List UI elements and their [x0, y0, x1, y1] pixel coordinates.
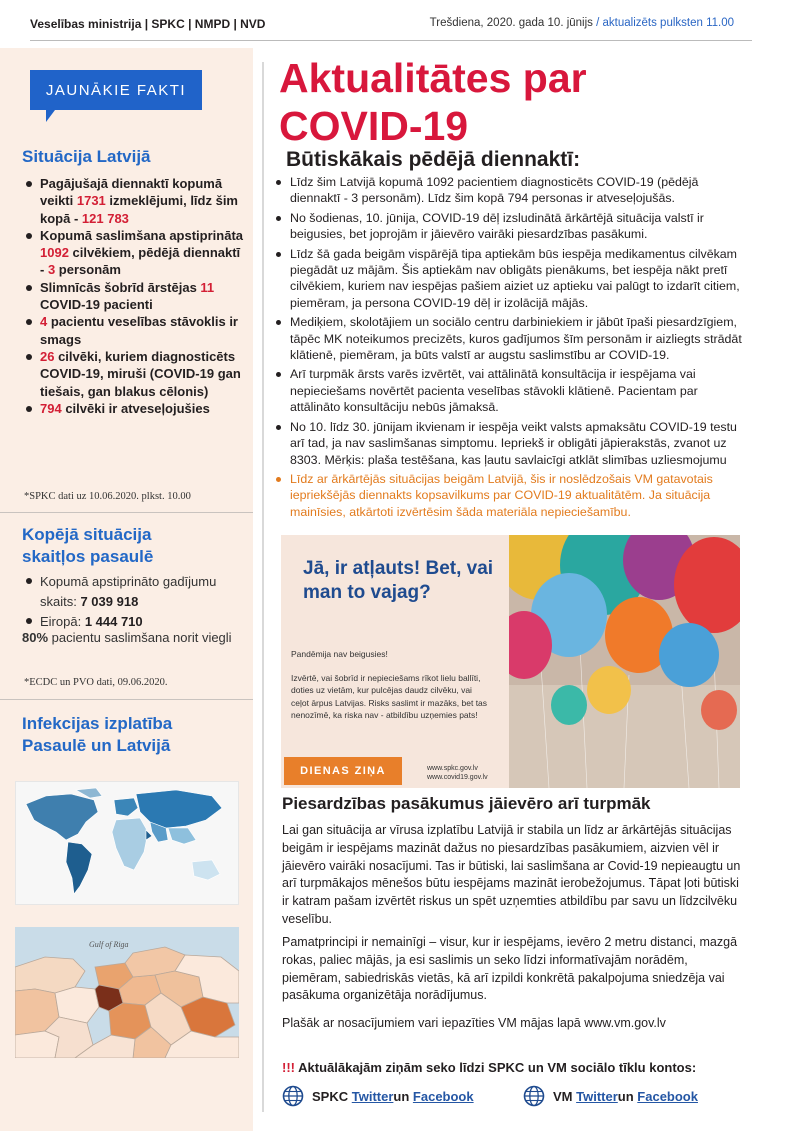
latvia-fact: 4 pacientu veselības stāvoklis ir smags: [22, 313, 244, 348]
daily-news-banner: [281, 535, 740, 788]
globe-icon: [282, 1085, 304, 1107]
world-heading: Kopējā situācija skaitļos pasaulē: [22, 525, 154, 566]
header-orgs: Veselības ministrija | SPKC | NMPD | NVD: [30, 17, 266, 31]
latvia-fact: 26 cilvēki, kuriem diagnosticēts COVID-19, miruši (COVID-19 gan tiešais, gan blakus cēlonis): [22, 348, 244, 400]
spkc-label: SPKC: [312, 1088, 349, 1104]
daily-news-label: DIENAS ZIŅA: [284, 757, 402, 785]
vm-twitter-link[interactable]: Twitter: [576, 1088, 618, 1104]
key-update: Līdz šā gada beigām vispārējā tipa aptiekām būs iespēja medikamentus cilvēkam piegādāt uz mājām. Šis aptiekām nav obligāts pienākums, bet iespēja nākt pretī cilvēkiem, kuriem nav iespējas pašiem aiziet uz aptieku vai palūgt to izdarīt citiem, piemēram, ja persona COVID-19 dēļ ir izolācijā mājās.: [272, 246, 750, 312]
latvia-map: [15, 927, 239, 1058]
banner-pandemic-line: Pandēmija nav beigusies!: [291, 649, 388, 659]
page-subtitle: Būtiskākais pēdējā diennaktī:: [286, 148, 581, 171]
section-heading: Piesardzības pasākumus jāievēro arī turpmāk: [282, 794, 651, 813]
latvia-facts-list: [22, 175, 244, 417]
precautions-paragraph: Lai gan situācija ar vīrusa izplatību Latvijā ir stabila un līdz ar ārkārtējās situācijas beigām ir iespējams mazināt dažus no piesardzības pasākumiem, aizvien vēl ir jāievēro vairāki nosacījumi. Tas ir būtiski, lai saslimšana ar Covid-19 nepieaugtu un arī turpmākajos mēnešos būtu iespējams mazināt ierobežojumus. Tāpat ļoti būtiski ir katram pašam izvērtēt riskus un spēt uzņemties atbildību par savu un līdzcilvēku veselību.: [282, 823, 741, 926]
latvia-fact: Slimnīcās šobrīd ārstējas 11 COVID-19 pacienti: [22, 279, 244, 314]
key-update: No šodienas, 10. jūnija, COVID-19 dēļ izsludinātā ārkārtējā situācija valstī ir beigusies, bet joprojām ir jāievēro vairāki piesardzības pasākumi.: [272, 210, 750, 243]
vm-social: VM Twitter un Facebook: [523, 1085, 698, 1107]
spkc-source-note: *SPKC dati uz 10.06.2020. plkst. 10.00: [24, 491, 191, 502]
updated-text: / aktualizēts pulksten 11.00: [596, 17, 734, 29]
spread-heading: Infekcijas izplatība Pasaulē un Latvijā: [22, 714, 173, 755]
header-date: [430, 17, 734, 29]
balloons-photo: [509, 535, 740, 788]
vm-facebook-link[interactable]: Facebook: [637, 1088, 698, 1104]
gulf-label: Gulf of Riga: [89, 940, 129, 949]
world-stats-list: [22, 572, 244, 632]
principles-paragraph: Pamatprincipi ir nemainīgi – visur, kur ir iespējams, ievēro 2 metru distanci, mazgā rokas, paliec mājās, ja esi saslimis un seko līdzi informatīvajām norādēm, piemēram, sabiedriskās vietās, kā arī izpildi konkrētā pakalpojuma sniedzēja vai pasākuma organizētāja norādījumus.: [282, 935, 738, 1003]
page-title: Aktualitātes par COVID-19: [279, 55, 587, 149]
world-stat: Eiropā: 1 444 710: [22, 612, 244, 632]
latvia-fact: Pagājušajā diennaktī kopumā veikti 1731 izmeklējumi, līdz šim kopā - 121 783: [22, 175, 244, 227]
ecdc-source-note: *ECDC un PVO dati, 09.06.2020.: [24, 677, 168, 688]
spkc-twitter-link[interactable]: Twitter: [351, 1088, 394, 1104]
key-update: Arī turpmāk ārsts varēs izvērtēt, vai attālinātā konsultācija ir iespējama vai nepieciešams novērtēt pacienta veselības stāvokli klātienē. Pacientam par attālināto konsultāciju nebūs jāmaksā.: [272, 366, 750, 415]
date-text: Trešdiena, 2020. gada 10. jūnijs: [429, 17, 593, 29]
sidebar-divider: [0, 512, 253, 513]
banner-advice: Izvērtē, vai šobrīd ir nepieciešams rīkot lielu ballīti, doties uz vietām, kur pulcējas daudz cilvēku, vai ceļot ārpus Latvijas. Risks saslimt ir mazāks, bet tas nenozīmē, ka riska nav - atbildību uzņemies pats!: [291, 673, 488, 720]
tag-tail: [46, 110, 55, 122]
spkc-facebook-link[interactable]: Facebook: [412, 1088, 474, 1104]
globe-icon: [523, 1085, 545, 1107]
banner-websites: www.spkc.gov.lv www.covid19.gov.lv: [427, 765, 488, 781]
banner-heading: Jā, ir atļauts! Bet, vai man to vajag?: [303, 558, 494, 603]
key-update: No 10. līdz 30. jūnijam ikvienam ir iespēja veikt valsts apmaksātu COVID-19 testu arī tad, ja nav saslimšanas simptomu. Iepriekš ir obligāti jāpierakstās, zvanot uz 8303. Mērķis: plaša testēšana, kas ļautu savlaicīgi atklāt slimības uzliesmojumu: [272, 419, 750, 468]
more-info-paragraph: Plašāk ar nosacījumiem vari iepazīties VM mājas lapā www.vm.gov.lv: [282, 1016, 666, 1030]
vm-label: VM: [553, 1088, 573, 1104]
latvia-fact: 794 cilvēki ir atveseļojušies: [22, 400, 244, 417]
key-update: Mediķiem, skolotājiem un sociālo centru darbiniekiem ir jābūt īpaši piesardzīgiem, tāpēc MK noteikumos precizēts, kuros gadījumos šīm personām ir aizliegts strādāt klātienē, piemēram, ja būts valstī ar augstu saslimstību ar COVID-19.: [272, 314, 750, 363]
header-divider: [30, 40, 752, 41]
sidebar-divider: [0, 699, 253, 700]
social-heading: !!! Aktuālākajām ziņām seko līdzi SPKC un VM sociālo tīklu kontos:: [282, 1060, 697, 1075]
key-update: Līdz šim Latvijā kopumā 1092 pacientiem diagnosticēts COVID-19 (pēdējā diennaktī - 3 personām). Līdz šim kopā 794 personas ir atveseļojušās.: [272, 174, 750, 207]
column-divider: [262, 62, 264, 1112]
latest-facts-tag: JAUNĀKIE FAKTI: [30, 70, 202, 110]
mild-cases-note: 80% pacientu saslimšana norit viegli: [22, 630, 232, 645]
closing-note: Līdz ar ārkārtējās situācijas beigām Latvijā, šis ir noslēdzošais VM gatavotais iepriekšējās diennakts kopsavilkums par COVID-19 aktualitātēm. Ja situācija mainīsies, atkārtoti izvērtēsim šāda materiāla nepieciešamību.: [272, 471, 750, 520]
world-map: [15, 781, 239, 905]
world-stat: Kopumā apstiprināto gadījumu skaits: 7 039 918: [22, 572, 244, 612]
key-updates-list: [272, 174, 750, 523]
latvia-heading: Situācija Latvijā: [22, 147, 151, 166]
latvia-fact: Kopumā saslimšana apstiprināta 1092 cilvēkiem, pēdējā diennaktī - 3 personām: [22, 227, 244, 279]
spkc-social: SPKC Twitter un Facebook: [282, 1085, 474, 1107]
